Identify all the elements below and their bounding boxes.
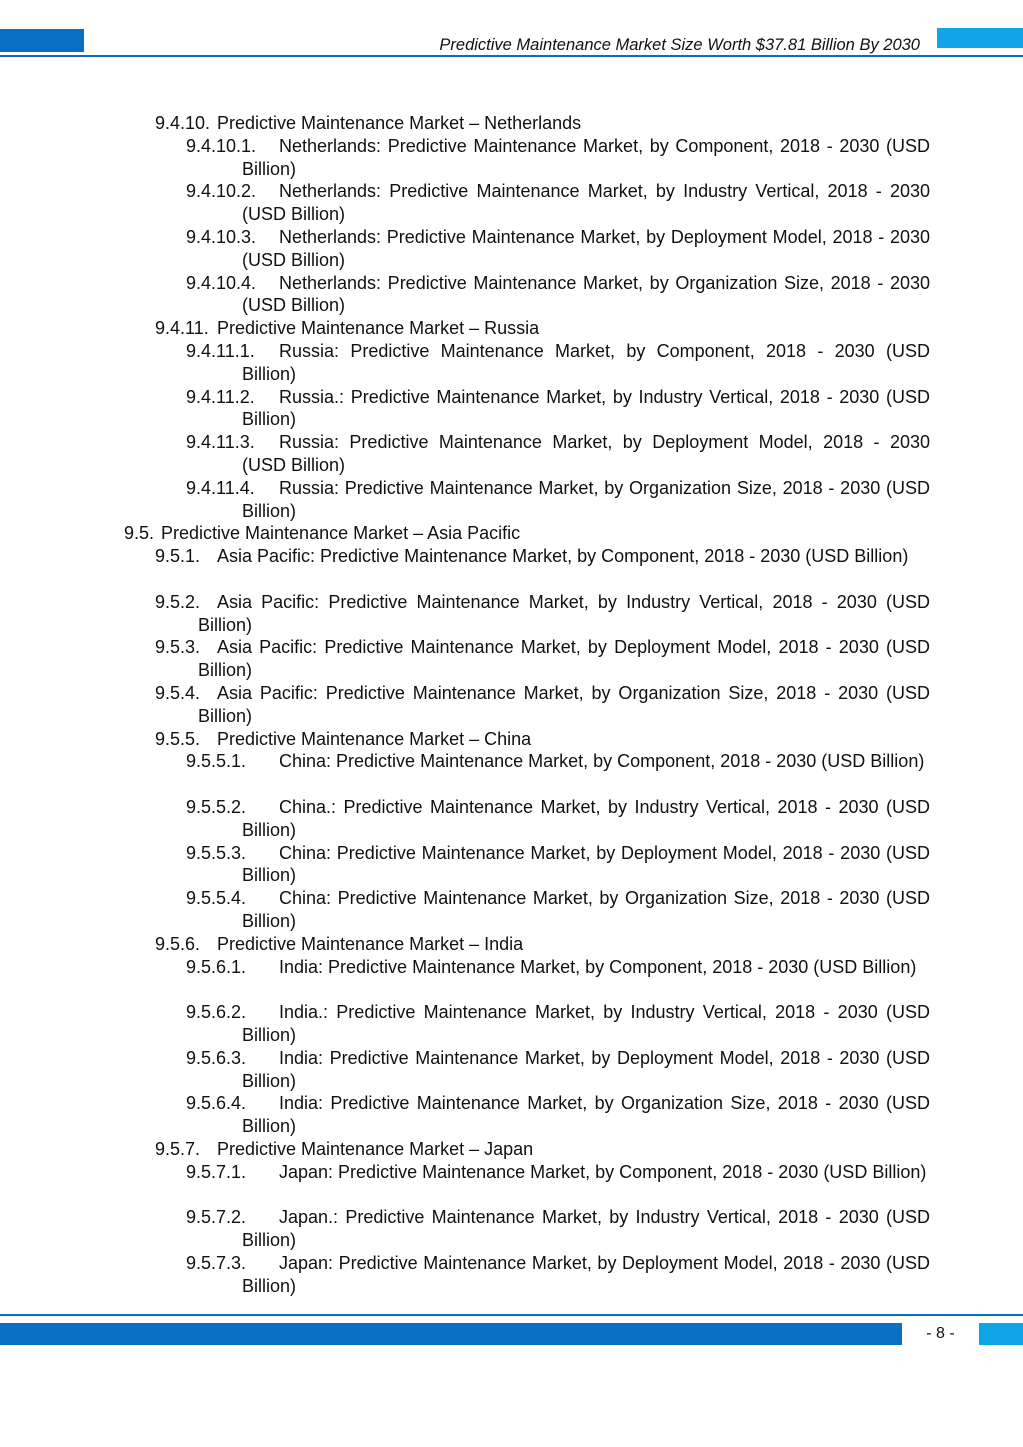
toc-entry-number: 9.5.6.2. xyxy=(186,1002,247,1023)
header-title: Predictive Maintenance Market Size Worth $37.81 Billion By 2030 xyxy=(439,36,920,54)
toc-entry-number: 9.4.11.2. xyxy=(186,386,255,407)
toc-entry-number: 9.4.10.3. xyxy=(186,227,257,247)
toc-entry xyxy=(186,956,930,979)
toc-entry-text: Predictive Maintenance Market – Russia xyxy=(217,318,540,339)
header-block-left xyxy=(0,29,84,52)
toc-entry-number: 9.4.10. xyxy=(155,113,211,133)
toc-entry xyxy=(155,317,930,340)
toc-entry xyxy=(186,477,930,523)
toc-entry-text: Predictive Maintenance Market – China xyxy=(217,728,532,749)
toc-entry-number: 9.4.11.1. xyxy=(186,341,255,361)
toc-entry-text: Japan: Predictive Maintenance Market, by Deployment Model, 2018 - 2030 (USD Billion) xyxy=(242,1253,930,1296)
toc-entry-number: 9.4.10.2. xyxy=(186,181,257,202)
toc-entry xyxy=(155,933,930,956)
toc-entry-text: Asia Pacific: Predictive Maintenance Market, by Industry Vertical, 2018 - 2030 (USD Billion) xyxy=(198,591,930,635)
toc-entry xyxy=(186,750,930,773)
toc-entry xyxy=(155,112,930,135)
toc-entry xyxy=(186,386,930,432)
toc-entry xyxy=(186,431,930,477)
toc-entry-text: Japan: Predictive Maintenance Market, by Component, 2018 - 2030 (USD Billion) xyxy=(279,1161,927,1182)
toc-entry-text: Predictive Maintenance Market – Japan xyxy=(217,1139,534,1159)
toc-entry-number: 9.5.6. xyxy=(155,933,201,954)
toc-entry-text: Russia: Predictive Maintenance Market, by Component, 2018 - 2030 (USD Billion) xyxy=(242,341,930,384)
footer-bar-left xyxy=(0,1323,902,1345)
toc-entry-number: 9.5.5.1. xyxy=(186,751,247,772)
page-number: - 8 - xyxy=(926,1325,955,1342)
toc-entry-text: Predictive Maintenance Market – Asia Pacific xyxy=(161,523,521,544)
toc-entry-number: 9.5.4. xyxy=(155,683,201,703)
toc-entry xyxy=(186,1047,930,1093)
toc-entry-number: 9.5.5.2. xyxy=(186,797,247,817)
toc-entry-number: 9.5.6.3. xyxy=(186,1047,247,1068)
toc-entry-number: 9.5.1. xyxy=(155,546,201,567)
toc-entry-text: India.: Predictive Maintenance Market, by Industry Vertical, 2018 - 2030 (USD Billion) xyxy=(242,1002,930,1045)
toc-entry-text: Netherlands: Predictive Maintenance Market, by Deployment Model, 2018 - 2030 (USD Billion) xyxy=(242,227,930,270)
toc-entry-text: China.: Predictive Maintenance Market, by Industry Vertical, 2018 - 2030 (USD Billion) xyxy=(242,797,930,840)
toc-entry-text: Predictive Maintenance Market – Netherlands xyxy=(217,113,582,133)
footer-rule xyxy=(0,1314,1023,1316)
toc-entry-number: 9.5.7. xyxy=(155,1139,201,1159)
toc-entry xyxy=(186,226,930,272)
toc-entry-number: 9.4.11.3. xyxy=(186,432,255,453)
toc-entry-text: China: Predictive Maintenance Market, by Deployment Model, 2018 - 2030 (USD Billion) xyxy=(242,842,930,886)
toc-entry xyxy=(155,1138,930,1161)
toc-entry xyxy=(186,1001,930,1047)
toc-entry-number: 9.5.6.4. xyxy=(186,1093,247,1114)
toc-entry-number: 9.5.7.3. xyxy=(186,1253,247,1273)
toc-entry xyxy=(155,682,930,728)
toc-entry-number: 9.5.2. xyxy=(155,591,201,612)
toc-entry-number: 9.5.5.3. xyxy=(186,842,247,863)
toc-entry-text: Netherlands: Predictive Maintenance Market, by Industry Vertical, 2018 - 2030 (USD Billion) xyxy=(242,181,930,225)
toc-entry-number: 9.4.11.4. xyxy=(186,477,255,498)
toc-entry xyxy=(155,591,930,637)
toc-entry xyxy=(186,1252,930,1298)
toc-entry xyxy=(186,1206,930,1252)
toc-entry xyxy=(186,887,930,933)
toc-entry xyxy=(186,272,930,318)
toc-entry xyxy=(186,340,930,386)
toc-entry-text: Russia: Predictive Maintenance Market, by Organization Size, 2018 - 2030 (USD Billion) xyxy=(242,477,930,521)
toc-entry-text: Russia.: Predictive Maintenance Market, by Industry Vertical, 2018 - 2030 (USD Billion) xyxy=(242,386,930,430)
toc-entry xyxy=(186,1092,930,1138)
toc-entry-text: Russia: Predictive Maintenance Market, by Deployment Model, 2018 - 2030 (USD Billion) xyxy=(242,432,930,475)
toc-entry-text: China: Predictive Maintenance Market, by Organization Size, 2018 - 2030 (USD Billion) xyxy=(242,888,930,931)
toc-entry-number: 9.5.3. xyxy=(155,637,201,658)
toc-entry-text: India: Predictive Maintenance Market, by Organization Size, 2018 - 2030 (USD Billion) xyxy=(242,1093,930,1137)
toc-entry-text: Predictive Maintenance Market – India xyxy=(217,933,524,954)
toc-entry-number: 9.5.5.4. xyxy=(186,888,247,909)
toc-entry-text: India: Predictive Maintenance Market, by Deployment Model, 2018 - 2030 (USD Billion) xyxy=(242,1047,930,1091)
toc-entry xyxy=(155,636,930,682)
toc-entry xyxy=(186,1161,930,1184)
toc-entry-text: Japan.: Predictive Maintenance Market, by Industry Vertical, 2018 - 2030 (USD Billion) xyxy=(242,1207,930,1251)
toc-entry-text: China: Predictive Maintenance Market, by Component, 2018 - 2030 (USD Billion) xyxy=(279,751,925,772)
header-rule xyxy=(0,55,1023,57)
toc-entry-text: Netherlands: Predictive Maintenance Market, by Organization Size, 2018 - 2030 (USD Billion) xyxy=(242,272,930,316)
toc-entry xyxy=(155,545,930,568)
toc-entry-number: 9.5.5. xyxy=(155,728,201,749)
toc-entry-number: 9.5.7.2. xyxy=(186,1207,247,1228)
toc-entry-number: 9.4.11. xyxy=(155,318,209,339)
toc-entry xyxy=(186,135,930,181)
toc-entry-text: Netherlands: Predictive Maintenance Market, by Component, 2018 - 2030 (USD Billion) xyxy=(242,135,930,179)
toc-entry xyxy=(186,842,930,888)
toc-entry-text: Asia Pacific: Predictive Maintenance Market, by Component, 2018 - 2030 (USD Billion) xyxy=(217,546,909,567)
header-block-right xyxy=(937,28,1023,48)
toc-entry-number: 9.5.6.1. xyxy=(186,956,247,977)
toc-entry xyxy=(186,180,930,226)
toc-entry xyxy=(124,522,930,545)
toc-entry-number: 9.4.10.4. xyxy=(186,272,257,293)
footer-bar-right xyxy=(979,1323,1023,1345)
toc-entry-text: Asia Pacific: Predictive Maintenance Market, by Organization Size, 2018 - 2030 (USD Billion) xyxy=(198,683,930,726)
toc-entry-number: 9.5. xyxy=(124,523,155,544)
toc-entry xyxy=(155,728,930,751)
toc-entry xyxy=(186,796,930,842)
toc-entry-text: Asia Pacific: Predictive Maintenance Market, by Deployment Model, 2018 - 2030 (USD Billion) xyxy=(198,637,930,681)
toc-entry-text: India: Predictive Maintenance Market, by Component, 2018 - 2030 (USD Billion) xyxy=(279,956,917,977)
toc-entry-number: 9.4.10.1. xyxy=(186,135,257,156)
toc-entry-number: 9.5.7.1. xyxy=(186,1161,247,1182)
